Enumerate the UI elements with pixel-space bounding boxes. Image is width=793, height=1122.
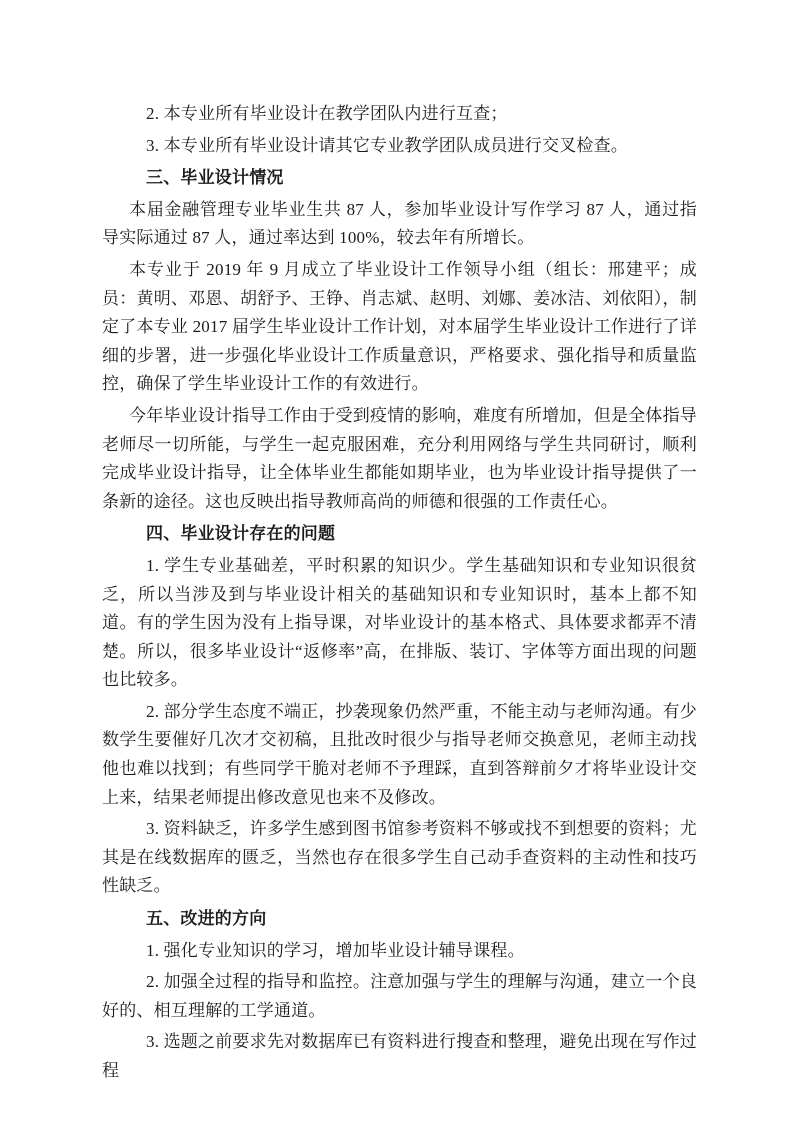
paragraph: 3. 资料缺乏，许多学生感到图书馆参考资料不够或找不到想要的资料；尤其是在线数据库的匮乏，当然也存在很多学生自己动手查资料的主动性和技巧性缺乏。	[102, 819, 697, 896]
paragraph: 本专业于 2019 年 9 月成立了毕业设计工作领导小组（组长：邢建平；成员：黄明、邓恩、胡舒予、王铮、肖志斌、赵明、刘娜、姜冰洁、刘依阳），制定了本专业 2017 届学生毕业设计工作计划，对本届学生毕业设计工作进行了详细的步署，进一步强化毕业设计工作质量意识，严格要求、强化指导和质量监控，确保了学生毕业设计工作的有效进行。	[102, 259, 697, 394]
paragraph: 3. 本专业所有毕业设计请其它专业教学团队成员进行交叉检查。	[146, 135, 628, 155]
paragraph: 2. 部分学生态度不端正，抄袭现象仍然严重，不能主动与老师沟通。有少数学生要催好几次才交初稿，且批改时很少与指导老师交换意见，老师主动找他也难以找到；有些同学干脆对老师不予理踩，直到答辩前夕才将毕业设计交上来，结果老师提出修改意见也来不及修改。	[102, 701, 697, 807]
section-heading: 四、毕业设计存在的问题	[146, 524, 336, 544]
document-body-text	[102, 100, 697, 1089]
paragraph: 本届金融管理专业毕业生共 87 人，参加毕业设计写作学习 87 人，通过指导实际通过 87 人，通过率达到 100%，较去年有所增长。	[102, 199, 697, 248]
paragraph: 2. 加强全过程的指导和监控。注意加强与学生的理解与沟通，建立一个良好的、相互理解的工学通道。	[102, 972, 697, 1020]
paragraph: 今年毕业设计指导工作由于受到疫情的影响，难度有所增加，但是全体指导老师尽一切所能，与学生一起克服困难，充分利用网络与学生共同研讨，顺利完成毕业设计指导，让全体毕业生都能如期毕业，也为毕业设计指导提供了一条新的途径。这也反映出指导教师高尚的师德和很强的工作责任心。	[102, 405, 697, 511]
paragraph: 1. 强化专业知识的学习，增加毕业设计辅导课程。	[146, 940, 525, 960]
paragraph: 3. 选题之前要求先对数据库已有资料进行搜查和整理，避免出现在写作过程	[102, 1032, 697, 1080]
section-heading: 五、改进的方向	[146, 909, 267, 929]
paragraph: 2. 本专业所有毕业设计在教学团队内进行互查；	[146, 104, 508, 123]
paragraph: 1. 学生专业基础差，平时积累的知识少。学生基础知识和专业知识很贫乏，所以当涉及到与毕业设计相关的基础知识和专业知识时，基本上都不知道。有的学生因为没有上指导课，对毕业设计的基本格式、具体要求都弄不清楚。所以，很多毕业设计“返修率”高，在排版、装订、字体等方面出现的问题也比较多。	[102, 555, 697, 690]
section-heading: 三、毕业设计情况	[146, 168, 284, 188]
